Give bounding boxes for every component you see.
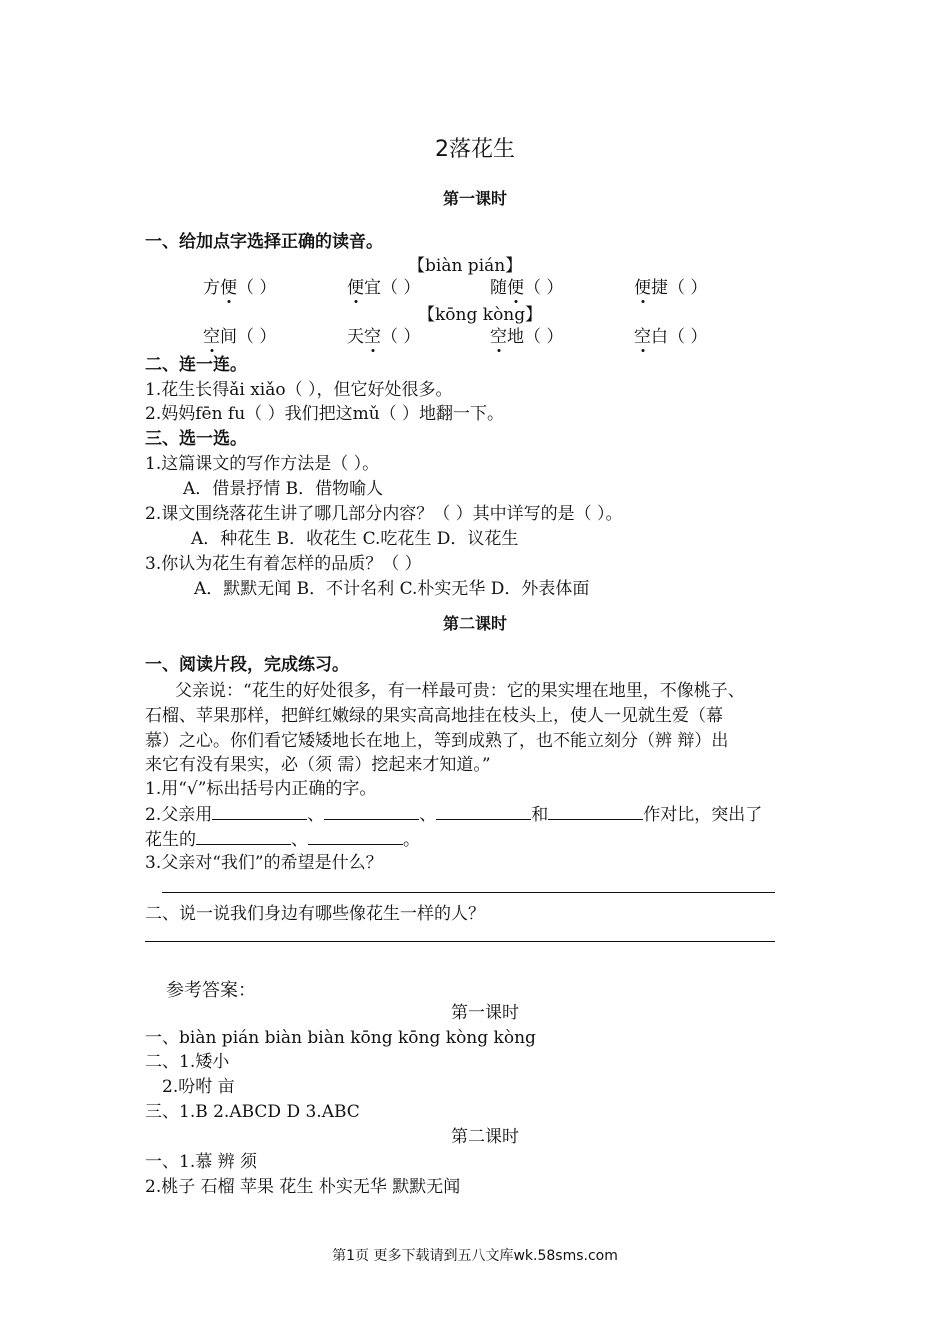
- l1-q3-s3-options: A．默默无闻 B．不计名利 C.朴实无华 D．外表体面: [194, 579, 590, 599]
- passage-line-1: 父亲说：“花生的好处很多，有一样最可贵：它的果实埋在地里，不像桃子、: [175, 681, 745, 701]
- l1-q3-s2: 2.课文围绕落花生讲了哪几部分内容？（ ）其中详写的是（ ）。: [145, 504, 623, 524]
- item-suibian: 随便（ ）: [490, 278, 564, 298]
- l1-q3-s3: 3.你认为花生有着怎样的品质？（ ）: [145, 554, 422, 574]
- answer-blank[interactable]: [196, 828, 291, 845]
- item-kongjian: 空间（ ）: [203, 327, 277, 347]
- l2-q1-s2-line1: 2.父亲用 、 、 和 作对比，突出了: [145, 805, 763, 825]
- l1-q2-line2: 2.妈妈fēn fu（ ）我们把这mǔ（ ）地翻一下。: [145, 404, 505, 424]
- answers-lesson2-heading: 第二课时: [451, 1127, 519, 1147]
- passage-line-2: 石榴、苹果那样，把鲜红嫩绿的果实高高地挂在枝头上，使人一见就生爱（幕: [145, 706, 723, 726]
- l2-q2-heading: 二、说一说我们身边有哪些像花生一样的人？: [145, 904, 485, 924]
- l1-q2-line1: 1.花生长得ǎi xiǎo（ ），但它好处很多。: [145, 380, 453, 400]
- answers-heading: 参考答案：: [166, 980, 256, 1001]
- answer-l2-q2: 2.桃子 石榴 苹果 花生 朴实无华 默默无闻: [145, 1177, 461, 1197]
- answer-blank[interactable]: [308, 828, 403, 845]
- l1-q3-heading: 三、选一选。: [145, 429, 247, 449]
- answer-l2-q1: 一、1.慕 辨 须: [145, 1152, 258, 1172]
- page-title: 2落花生: [435, 137, 515, 162]
- item-kongdi: 空地（ ）: [490, 327, 564, 347]
- answer-blank[interactable]: [324, 803, 419, 820]
- pinyin-options-bian: 【biàn pián】: [408, 256, 523, 276]
- page-footer: 第1页 更多下载请到五八文库wk.58sms.com: [332, 1248, 618, 1264]
- l1-q2-heading: 二、连一连。: [145, 355, 247, 375]
- answer-blank[interactable]: [436, 803, 531, 820]
- item-kongbai: 空白（ ）: [634, 327, 708, 347]
- pinyin-options-kong: 【kōng kòng】: [418, 305, 543, 325]
- answers-lesson1-heading: 第一课时: [451, 1003, 519, 1023]
- l1-q1-heading: 一、给加点字选择正确的读音。: [145, 232, 383, 252]
- l1-q3-s1-options: A．借景抒情 B．借物喻人: [183, 479, 384, 499]
- answer-l1-q3: 三、1.B 2.ABCD D 3.ABC: [145, 1102, 360, 1122]
- l1-q3-s1: 1.这篇课文的写作方法是（ ）。: [145, 454, 380, 474]
- item-bianjie: 便捷（ ）: [634, 278, 708, 298]
- lesson2-heading: 第二课时: [442, 614, 507, 633]
- answer-l1-q2-1: 二、1.矮小: [145, 1052, 230, 1072]
- l2-q1-s3: 3.父亲对“我们”的希望是什么？: [145, 853, 383, 873]
- answer-l1-q2-2: 2.吩咐 亩: [162, 1077, 235, 1097]
- item-pianyi: 便宜（ ）: [347, 278, 421, 298]
- l2-q1-s2-line2: 花生的 、 。: [145, 830, 420, 850]
- l2-q1-s1: 1.用“√”标出括号内正确的字。: [145, 779, 377, 799]
- lesson1-heading: 第一课时: [442, 189, 507, 208]
- l1-q3-s2-options: A．种花生 B．收花生 C.吃花生 D．议花生: [191, 529, 519, 549]
- answer-blank[interactable]: [212, 803, 307, 820]
- answer-line[interactable]: [162, 892, 775, 893]
- answer-l1-q1: 一、biàn pián biàn biàn kōng kōng kòng kòng: [145, 1028, 536, 1048]
- passage-line-4: 来它有没有果实，必（须 需）挖起来才知道。”: [145, 755, 491, 775]
- passage-line-3: 慕）之心。你们看它矮矮地长在地上，等到成熟了，也不能立刻分（辨 辩）出: [145, 731, 729, 751]
- answer-blank[interactable]: [548, 803, 643, 820]
- item-tiankong: 天空（ ）: [347, 327, 421, 347]
- l2-q1-heading: 一、阅读片段，完成练习。: [145, 655, 349, 675]
- answer-line[interactable]: [145, 941, 775, 942]
- item-fangbian: 方便（ ）: [203, 278, 277, 298]
